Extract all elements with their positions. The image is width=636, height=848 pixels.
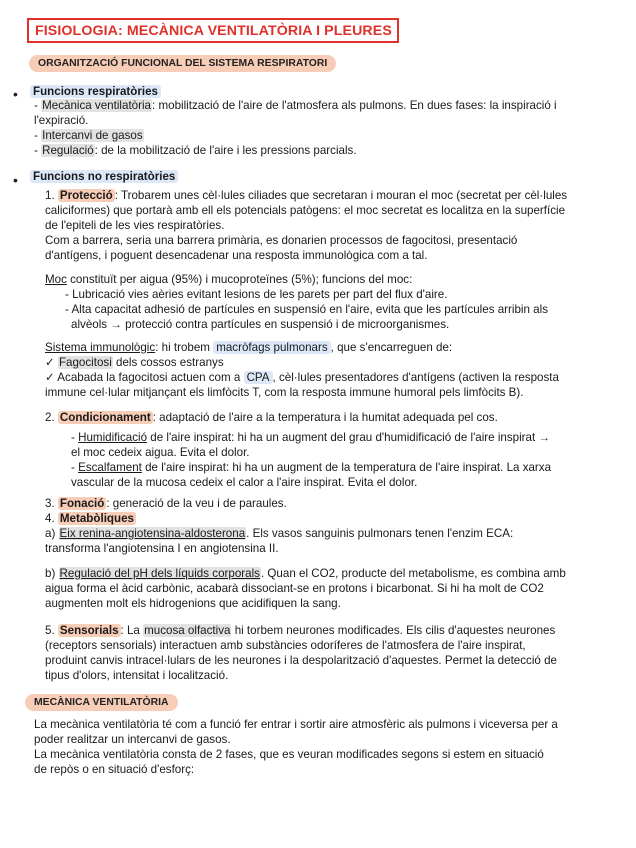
mecanica-paragraph: La mecànica ventilatòria té com a funció fer entrar i sortir aire atmosfèric als pulmons i viceversa per a poder realitzar un intercanvi de gasos. La mecànica ventilatòria consta de 2 fases, que es veuran modificades segons si estem en situació de repòs o en situació d'esforç: — [34, 718, 558, 776]
list-item: - Mecànica ventilatòria: mobilització de l'aire de l'atmosfera als pulmons. En dues fases: la inspiració i — [34, 99, 557, 112]
list-item: - Intercanvi de gasos — [34, 128, 143, 142]
sensorials-block: 5. Sensorials : La mucosa olfactiva hi torbem neurones modificades. Els cilis d'aquestes neurones (receptors sensorials) interactuen amb substàncies odoríferes de l'atmosfera de l'aire inspirat, produint canvis intracel·lulars de les neurones i la despolarització d'aquestes. Permet la detecció de tipus d'olors, intensitat i localització. — [45, 624, 557, 682]
page-title: FISIOLOGIA: MECÀNICA VENTILATÒRIA I PLEURES — [27, 18, 399, 43]
section-heading-organitzacio: ORGANITZACIÓ FUNCIONAL DEL SISTEMA RESPIRATORI — [29, 55, 336, 72]
proteccio-block: 1. Protecció : Trobarem unes cèl·lules ciliades que secretaran i mouran el moc (secretat per cèl·lules caliciformes) que portarà amb ell els potencials patògens: el moc secretat es localitza en la superfície de l'epiteli de les vies respiratòries. Com a barrera, seria una barrera primària, es donarien processos de fagocitosi, presentació d'antígens, i poguent desencadenar una resposta immunològica com a tal. — [45, 189, 568, 262]
bullet-icon: • — [13, 86, 18, 102]
section-heading-mecanica: MECÀNICA VENTILATÒRIA — [25, 694, 178, 711]
condicionament-list: - Humidificació de l'aire inspirat: hi ha un augment del grau d'humidificació de l'aire inspirat → el moc cedeix aigua. Evita el dolor. - Escalfament de l'aire inspirat: hi ha un augment de la temperatura de l'aire inspirat. La xarxa vascular de la mucosa cedeix el calor a l'aire inspirat. Evita el dolor. — [71, 431, 552, 489]
heading-funcions-respiratories: Funcions respiratòries — [30, 85, 161, 98]
list-item: - Regulació: de la mobilització de l'aire i les pressions parcials. — [34, 143, 357, 157]
heading-funcions-no-respiratories: Funcions no respiratòries — [30, 170, 178, 183]
list-item: l'expiració. — [34, 113, 89, 127]
moc-block: Moc constituït per aigua (95%) i mucoproteïnes (5%); funcions del moc: - Lubricació vies aèries evitant lesions de les parets per part del flux d'aire. - Alta capacitat adhesió de partícules en suspensió en l'aire, evita que les partícules arribin als alvèols → protecció contra partícules en suspensió i de microorganismes. — [45, 273, 548, 331]
fonacio-metaboliques-block: 3. Fonació : generació de la veu i de paraules. 4. Metabòliques a) Eix renina-angiotensina-aldosterona. Els vasos sanguinis pulmonars tenen l'enzim ECA: transforma l'angiotensina I en angiotensina II. — [45, 497, 514, 555]
bullet-icon: • — [13, 172, 18, 188]
condicionament-block: 2. Condicionament : adaptació de l'aire a la temperatura i la humitat adequada pel cos. — [45, 411, 498, 424]
sistema-immunologic-block: Sistema immunològic: hi trobem macròfags pulmonars , que s'encarreguen de: ✓ Fagocitosi dels cossos estranys ✓ Acabada la fagocitosi actuen com a CPA , cèl·lules presentadores d'antígens (activen la resposta immune cel·lular mitjançant els limfòcits T, com la resposta immune humoral pels limfòcits B). — [45, 341, 559, 399]
regulacio-ph-block: b) Regulació del pH dels líquids corporals. Quan el CO2, producte del metabolisme, es combina amb aigua forma el àcid carbònic, acabarà dissociant-se en protons i bicarbonat. Si hi ha molt de CO2 augmenten molt els hidrogenions que acidifiquen la sang. — [45, 567, 566, 610]
funcions-respiratories-list — [34, 99, 624, 159]
